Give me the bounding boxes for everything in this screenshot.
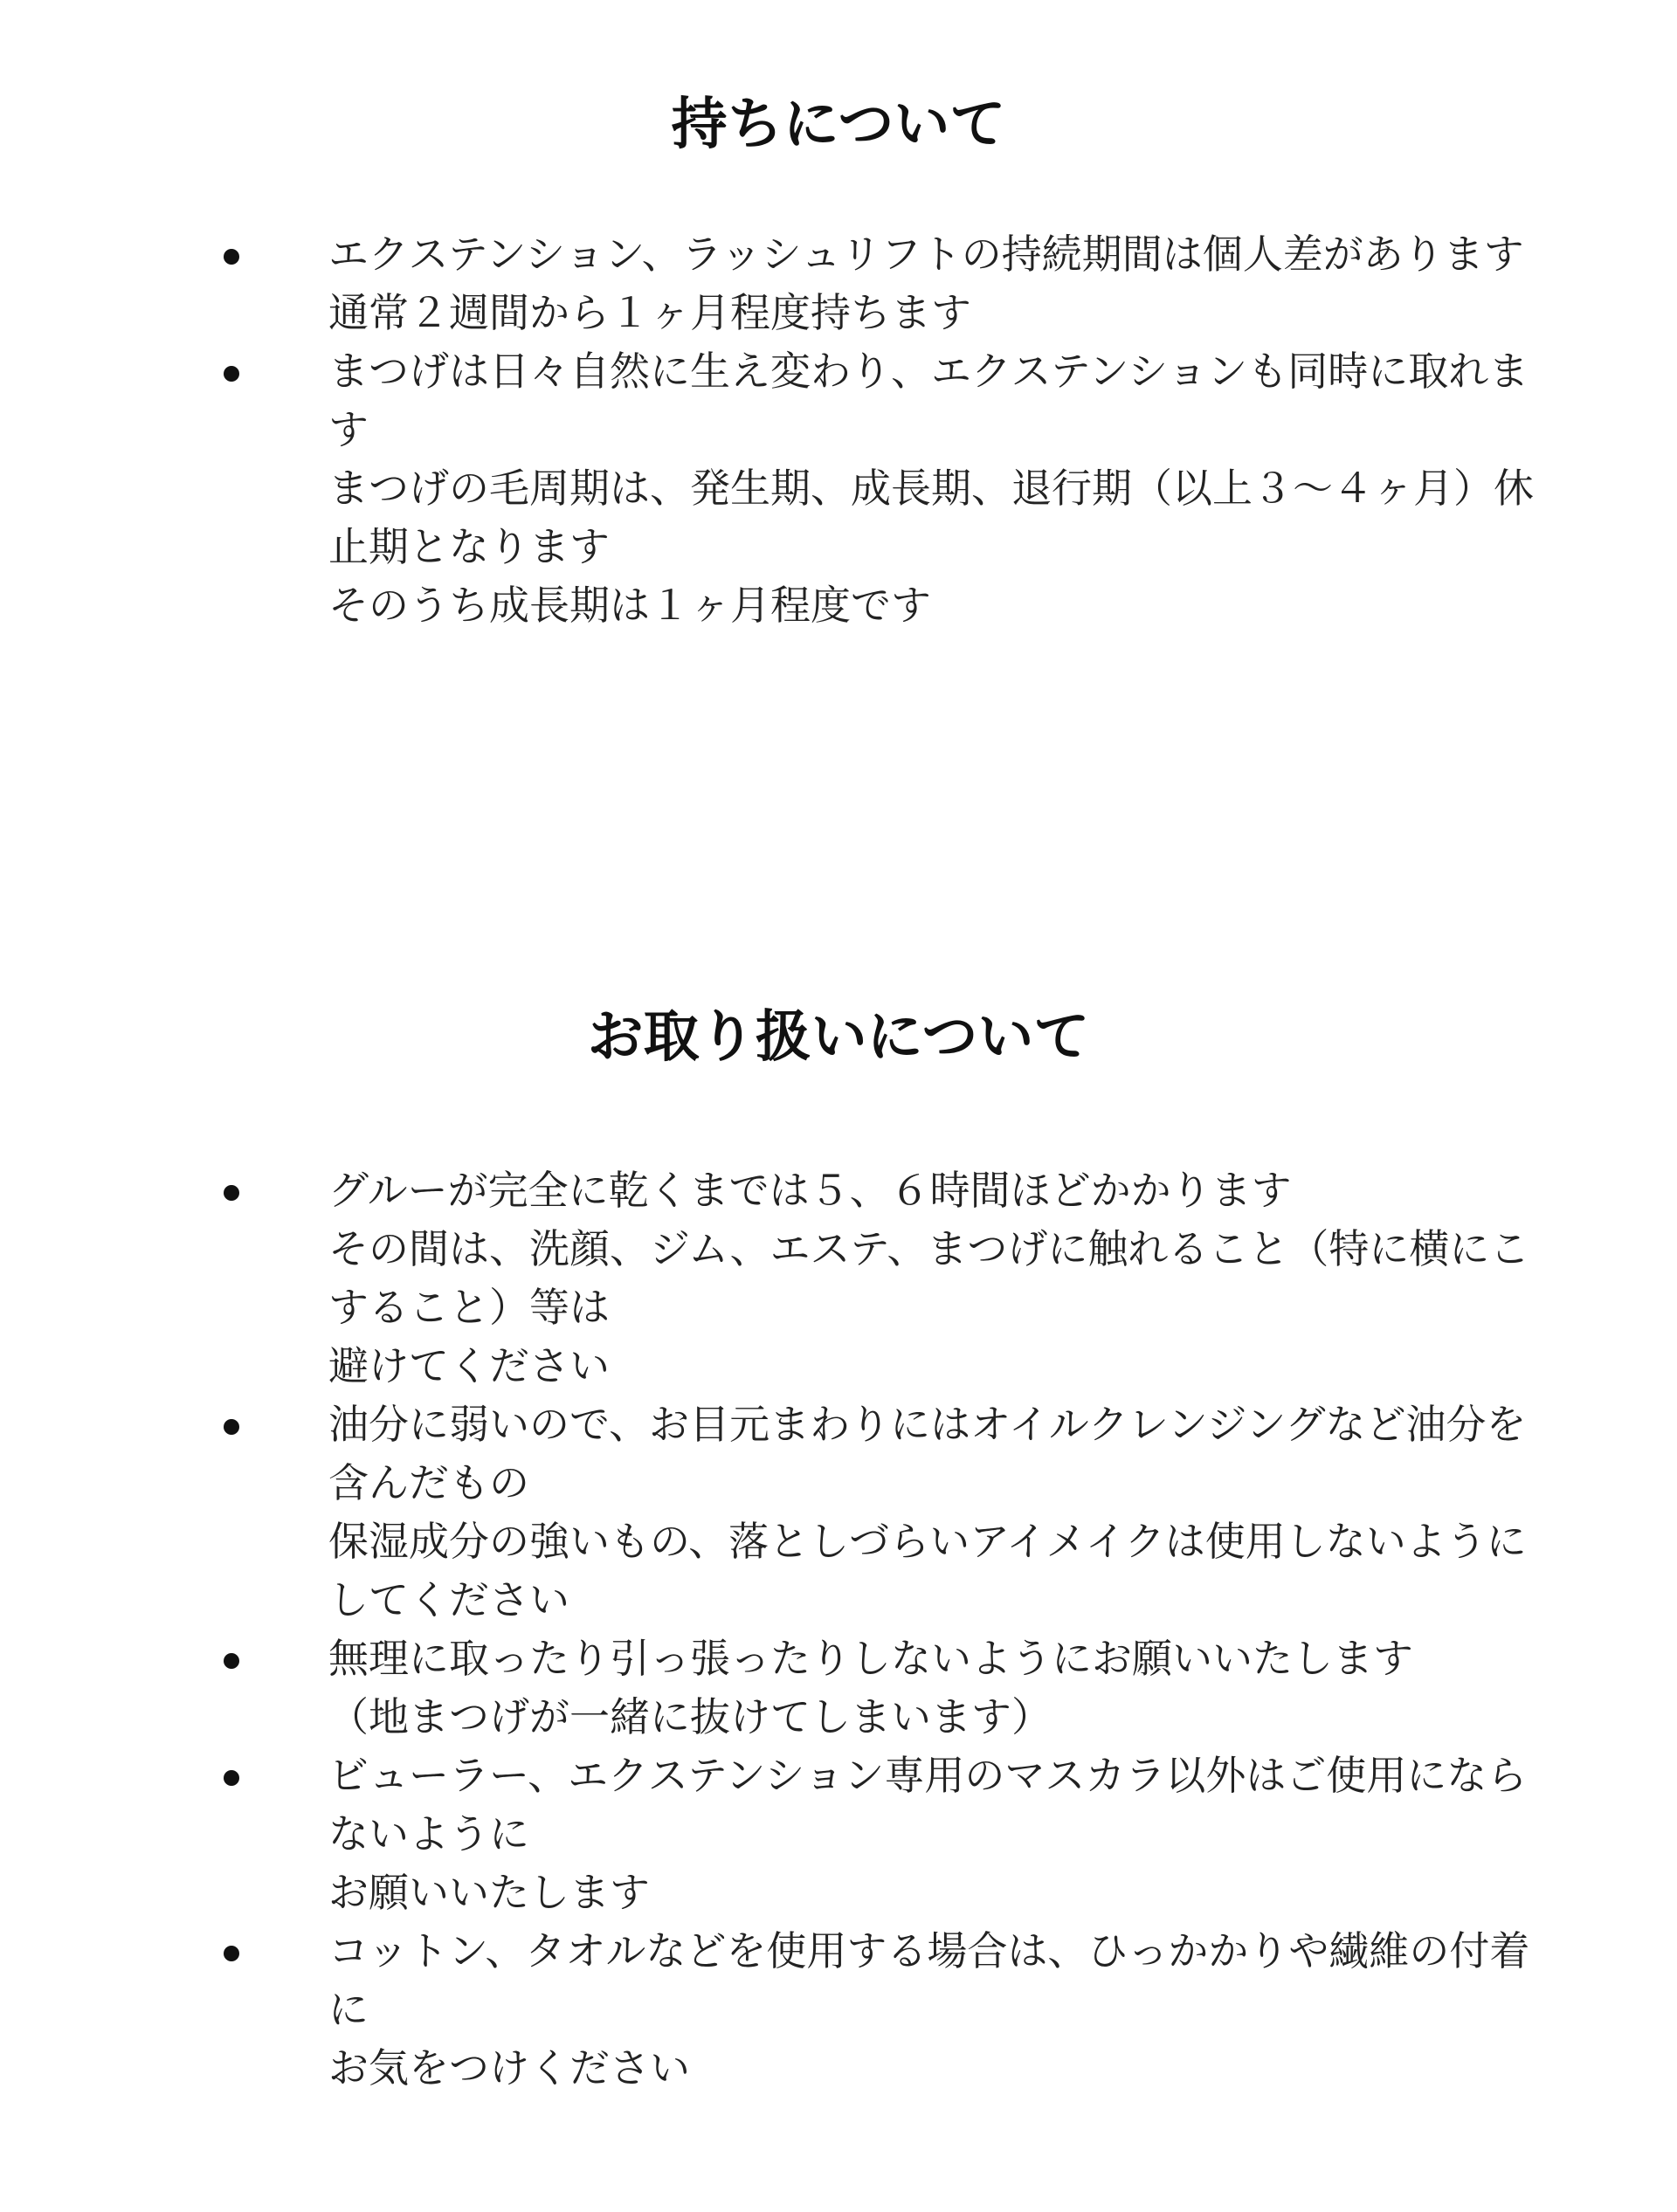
list-item bbox=[0, 225, 1551, 342]
item-text: その間は、洗顔、ジム、エステ、まつげに触れること（特に横にこすること）等は bbox=[328, 1225, 1530, 1331]
item-text: エクステンション、ラッシュリフトの持続期間は個人差があります bbox=[328, 231, 1524, 278]
bullet-icon bbox=[224, 1946, 239, 1961]
bullet-icon bbox=[224, 1419, 239, 1435]
list-item bbox=[0, 1922, 1551, 2098]
item-text: （地まつげが一緒に抜けてしまいます） bbox=[328, 1693, 1052, 1740]
bullet-icon bbox=[224, 366, 239, 382]
item-text: コットン、タオルなどを使用する場合は、ひっかかりや繊維の付着に bbox=[328, 1927, 1530, 2033]
list-item bbox=[0, 342, 1551, 635]
section-title-retention: 持ちについて bbox=[671, 93, 1006, 157]
section-title-handling: お取り扱いについて bbox=[587, 1005, 1090, 1070]
item-text: 保湿成分の強いもの、落としづらいアイメイクは使用しないようにしてください bbox=[328, 1518, 1527, 1623]
list-item bbox=[0, 1630, 1551, 1747]
list-item bbox=[0, 1161, 1551, 1395]
bullet-icon bbox=[224, 1185, 239, 1201]
handling-list bbox=[0, 1161, 1677, 2098]
bullet-icon bbox=[224, 249, 239, 265]
item-text: 避けてください bbox=[328, 1342, 610, 1389]
bullet-icon bbox=[224, 1653, 239, 1669]
item-text: 無理に取ったり引っ張ったりしないようにお願いいたします bbox=[328, 1635, 1413, 1682]
list-item bbox=[0, 1747, 1551, 1922]
item-text: お願いいたします bbox=[328, 1869, 650, 1916]
item-text: 油分に弱いので、お目元まわりにはオイルクレンジングなど油分を含んだもの bbox=[328, 1401, 1527, 1506]
list-item bbox=[0, 1395, 1551, 1630]
item-text: 通常２週間から１ヶ月程度持ちます bbox=[328, 289, 971, 336]
bullet-icon bbox=[224, 1770, 239, 1786]
item-text: まつげは日々自然に生え変わり、エクステンションも同時に取れます bbox=[328, 348, 1529, 453]
retention-list bbox=[0, 225, 1677, 635]
item-text: まつげの毛周期は、発生期、成長期、退行期（以上３〜４ヶ月）休止期となります bbox=[328, 465, 1534, 570]
item-text: お気をつけください bbox=[328, 2044, 690, 2091]
item-text: そのうち成長期は１ヶ月程度です bbox=[328, 582, 931, 629]
item-text: ビューラー、エクステンション専用のマスカラ以外はご使用にならないように bbox=[328, 1752, 1528, 1857]
item-text: グルーが完全に乾くまでは５、６時間ほどかかります bbox=[328, 1167, 1292, 1214]
